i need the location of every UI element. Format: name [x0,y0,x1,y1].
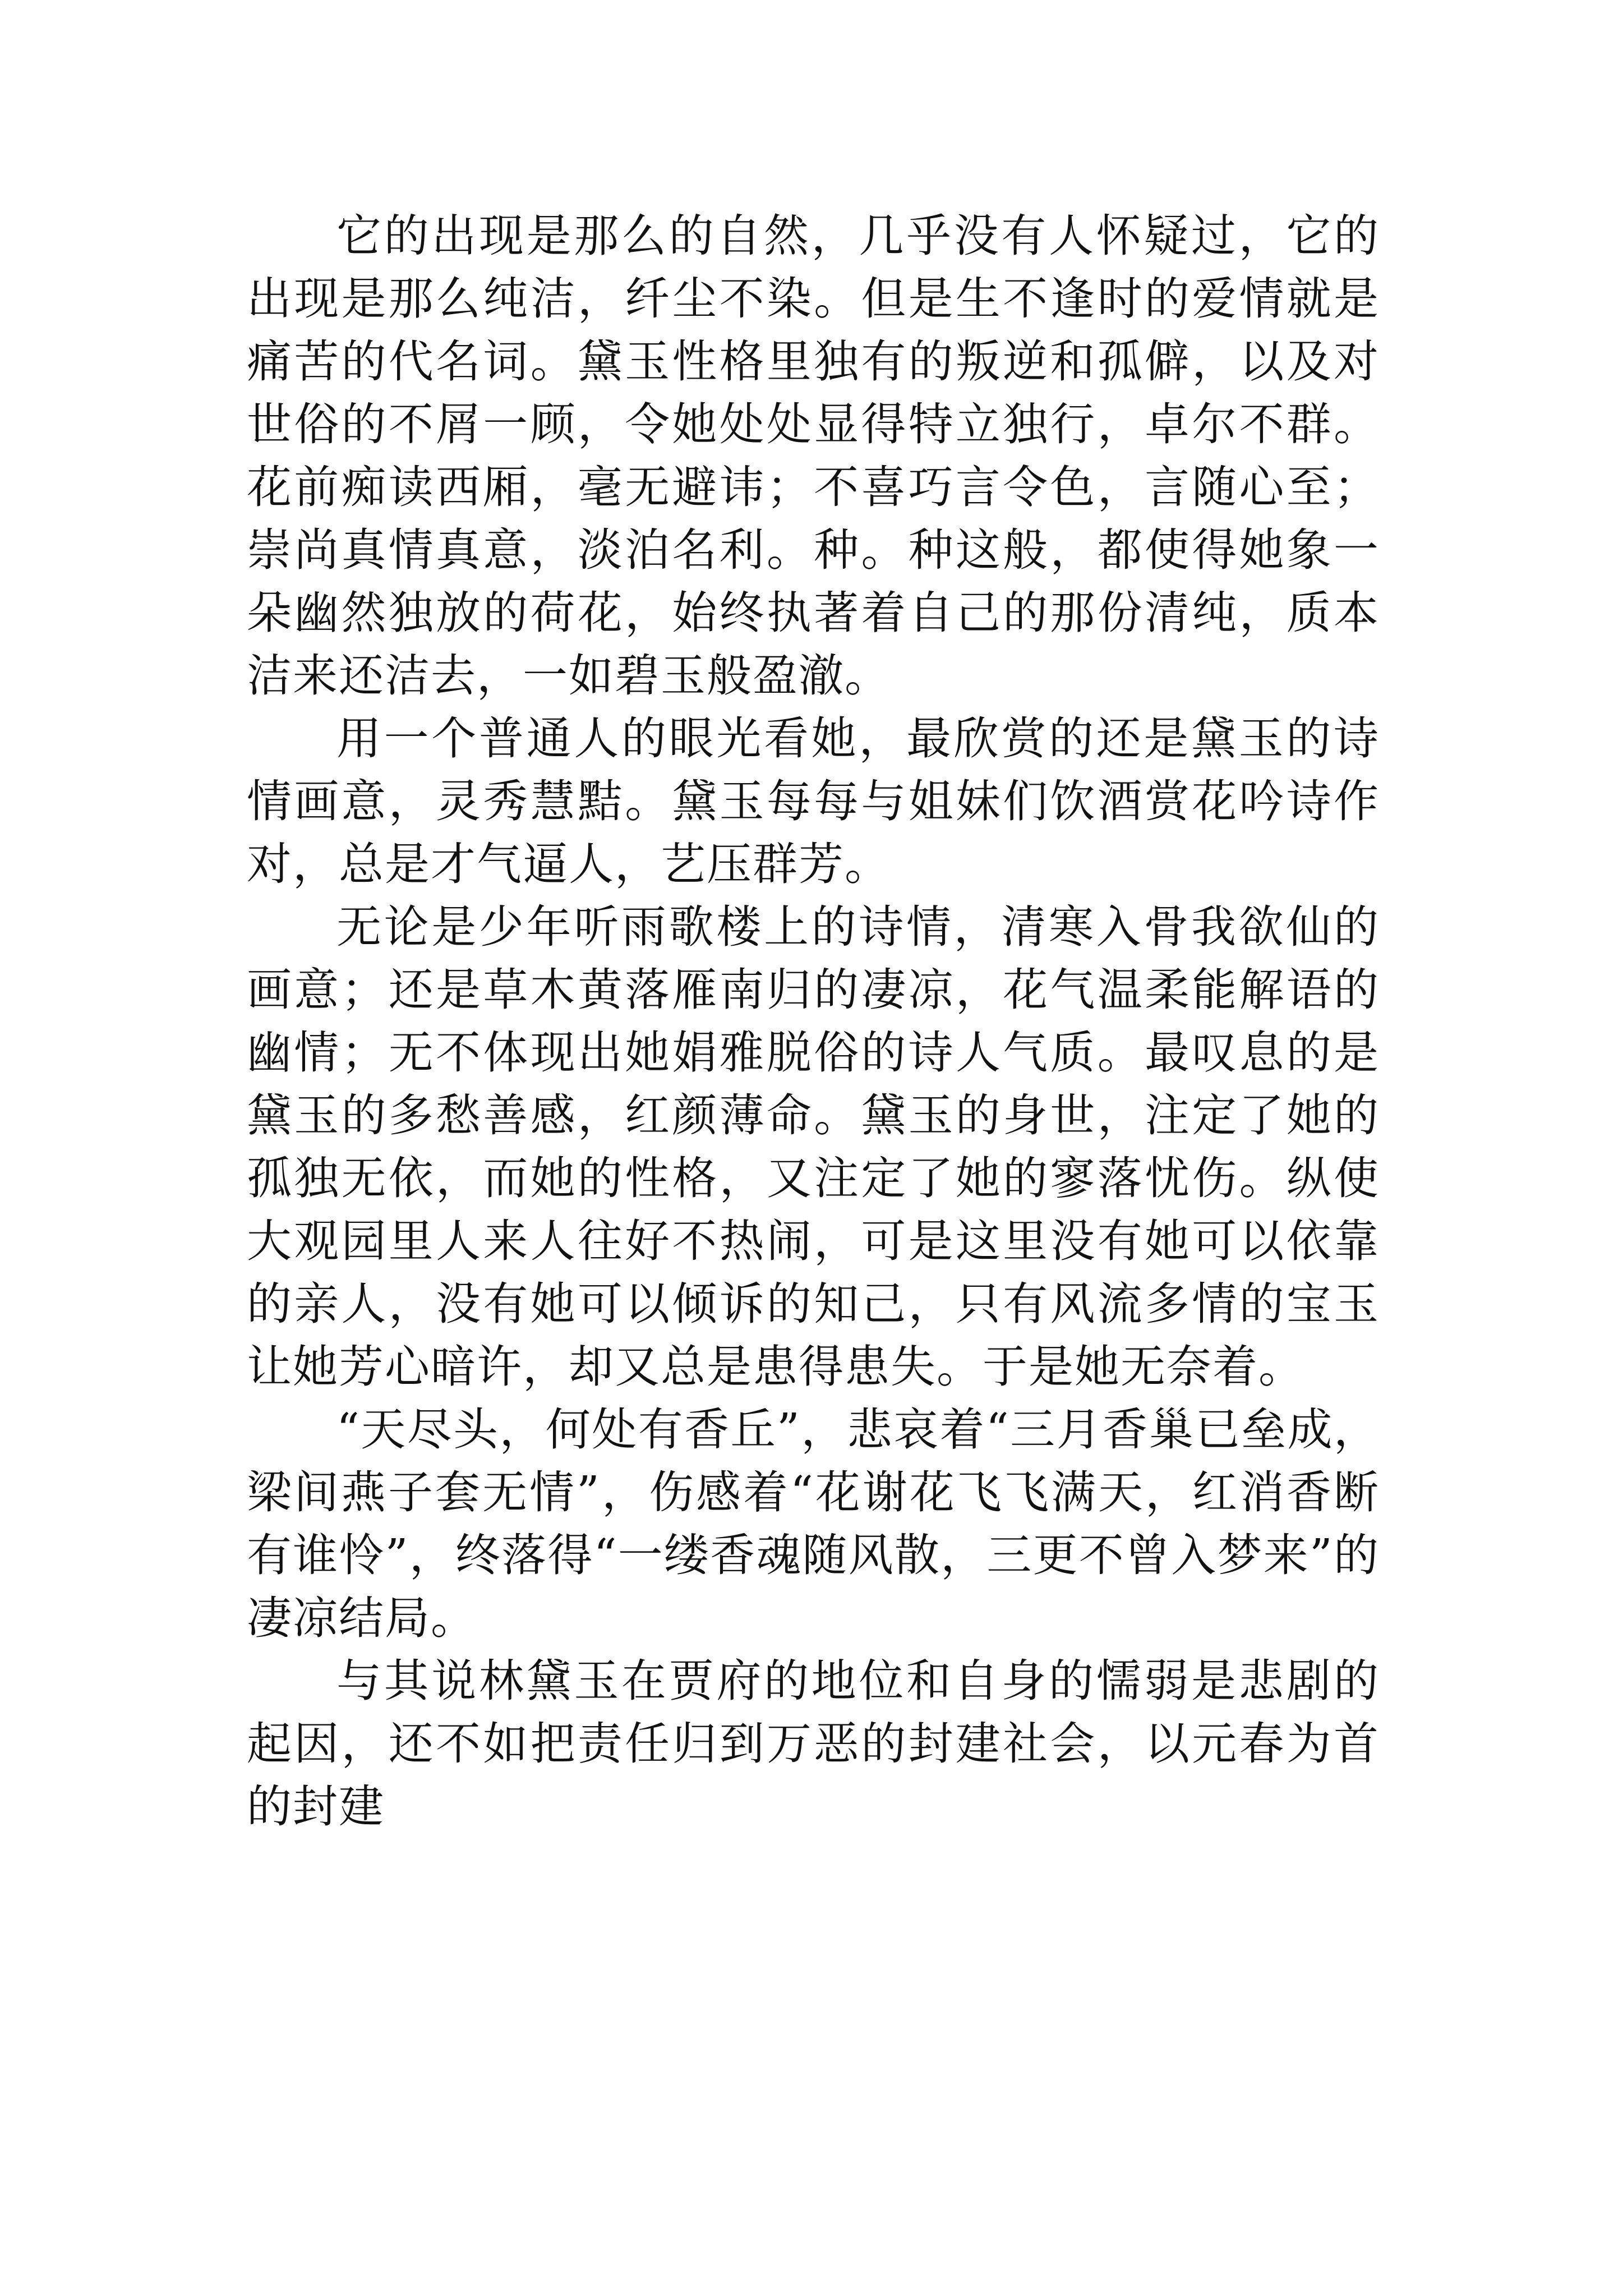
paragraph-2: 用一个普通人的眼光看她，最欣赏的还是黛玉的诗情画意，灵秀慧黠。黛玉每每与姐妹们饮酒赏花吟诗作对，总是才气逼人，艺压群芳。 [247,712,1380,890]
paragraph-4: “天尽头，何处有香丘”，悲哀着“三月香巢已垒成，梁间燕子套无情”，伤感着“花谢花飞飞满天，红消香断有谁怜”，终落得“一缕香魂随风散，三更不曾入梦来”的凄凉结局。 [247,1404,1380,1644]
paragraph-1: 它的出现是那么的自然，几乎没有人怀疑过，它的出现是那么纯洁，纤尘不染。但是生不逢时的爱情就是痛苦的代名词。黛玉性格里独有的叛逆和孤僻，以及对世俗的不屑一顾，令她处处显得特立独行，卓尔不群。花前痴读西厢，毫无避讳；不喜巧言令色，言随心至；崇尚真情真意，淡泊名利。种。种这般，都使得她象一朵幽然独放的荷花，始终执著着自己的那份清纯，质本洁来还洁去，一如碧玉般盈澈。 [247,210,1380,702]
paragraph-3: 无论是少年听雨歌楼上的诗情，清寒入骨我欲仙的画意；还是草木黄落雁南归的凄凉，花气温柔能解语的幽情；无不体现出她娟雅脱俗的诗人气质。最叹息的是黛玉的多愁善感，红颜薄命。黛玉的身世，注定了她的孤独无依，而她的性格，又注定了她的寥落忧伤。纵使大观园里人来人往好不热闹，可是这里没有她可以依靠的亲人，没有她可以倾诉的知己，只有风流多情的宝玉让她芳心暗许，却又总是患得患失。于是她无奈着。 [247,901,1380,1393]
body-text [247,205,1380,1838]
paragraph-5: 与其说林黛玉在贾府的地位和自身的懦弱是悲剧的起因，还不如把责任归到万恶的封建社会，以元春为首的封建 [247,1655,1380,1833]
